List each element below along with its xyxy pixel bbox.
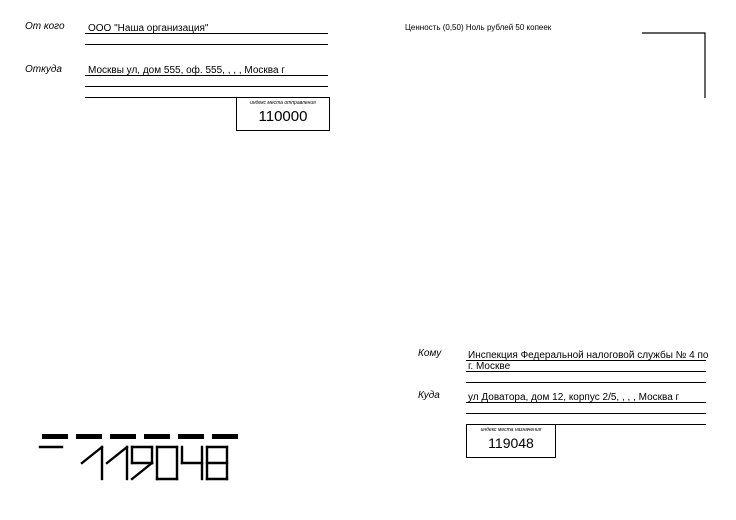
stencil-digit-1 — [107, 447, 127, 479]
sender-index-caption: индекс места отправления — [250, 100, 316, 106]
where-to-value: ул Доватора, дом 12, корпус 2/5, , , , Москва г — [468, 392, 680, 403]
sender-index-box — [236, 97, 330, 131]
where-to-rule-1 — [466, 402, 706, 403]
where-to-label: Куда — [418, 390, 440, 401]
postcode-stencil — [38, 430, 248, 486]
from-line-2 — [85, 44, 328, 45]
declared-value: Ценность (0,50) Ноль рублей 50 копеек — [405, 23, 552, 32]
recipient-index-box — [466, 424, 556, 458]
to-rule-3 — [466, 382, 706, 383]
stencil-bar — [144, 434, 170, 439]
from-value: ООО "Наша организация" — [88, 23, 209, 34]
where-from-label: Откуда — [25, 64, 62, 75]
stamp-corner-mark — [640, 31, 710, 101]
stencil-bar — [110, 434, 136, 439]
stencil-digit-0 — [157, 447, 177, 479]
stencil-digit-9 — [132, 447, 152, 479]
stencil-digit-1 — [82, 447, 102, 479]
stencil-digit-8 — [207, 447, 227, 479]
stencil-bar — [178, 434, 204, 439]
from-label: От кого — [25, 21, 65, 32]
stencil-bar — [76, 434, 102, 439]
recipient-index-value: 119048 — [488, 435, 534, 451]
where-to-rule-2 — [466, 413, 706, 414]
stencil-digit-4 — [182, 447, 202, 479]
stencil-bar — [212, 434, 238, 439]
to-rule-2 — [466, 371, 706, 372]
to-line-1: Инспекция Федеральной налоговой службы № 4 по — [468, 350, 709, 361]
where-from-value: Москвы ул, дом 555, оф. 555, , , , Москва г — [88, 65, 285, 76]
where-from-line-1 — [85, 75, 328, 76]
to-label: Кому — [418, 348, 442, 359]
recipient-index-caption: индекс места назначения — [480, 427, 542, 433]
where-from-line-2 — [85, 86, 328, 87]
stencil-bar — [42, 434, 68, 439]
to-line-2: г. Москве — [468, 361, 511, 372]
sender-index-value: 110000 — [258, 108, 308, 125]
from-line-1 — [85, 33, 328, 34]
